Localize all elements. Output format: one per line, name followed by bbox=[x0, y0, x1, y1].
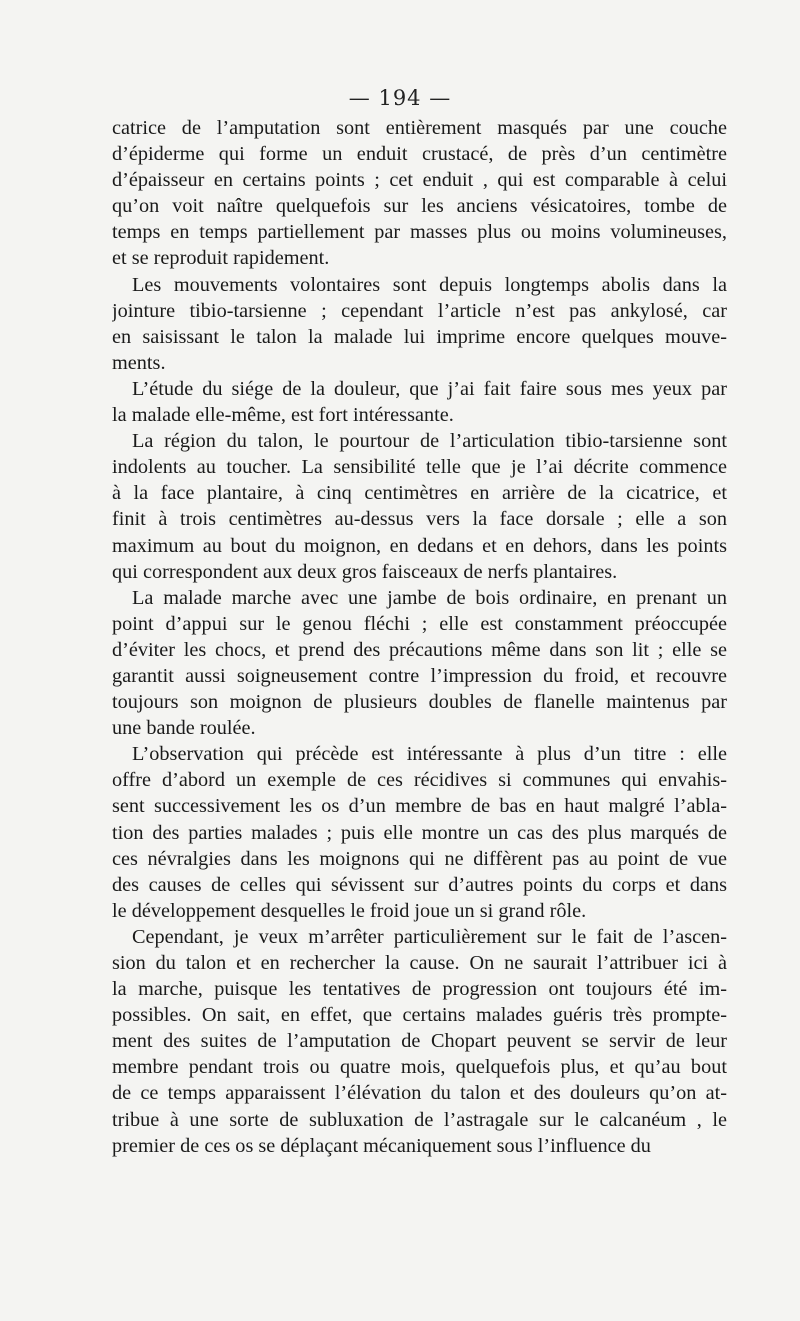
paragraph bbox=[112, 376, 727, 428]
text-line: membre pendant trois ou quatre mois, quelquefois plus, et qu’au bout bbox=[112, 1056, 727, 1079]
text-line: offre d’abord un exemple de ces récidives si communes qui envahis- bbox=[112, 769, 727, 792]
text-line: catrice de l’amputation sont entièrement masqués par une couche bbox=[112, 117, 727, 139]
text-line: jointure tibio-tarsienne ; cependant l’article n’est pas ankylosé, car bbox=[112, 299, 727, 322]
text-line: de ce temps apparaissent l’élévation du talon et des douleurs qu’on at- bbox=[112, 1082, 727, 1105]
text-line: L’observation qui précède est intéressante à plus d’un titre : elle bbox=[132, 743, 727, 766]
text-line: Cependant, je veux m’arrêter particulièrement sur le fait de l’ascen- bbox=[132, 925, 727, 948]
text-line: temps en temps partiellement par masses plus ou moins volumineuses, bbox=[112, 221, 727, 244]
text-line: d’éviter les chocs, et prend des précautions même dans son lit ; elle se bbox=[112, 638, 727, 661]
paragraph bbox=[112, 272, 727, 376]
paragraph bbox=[112, 741, 727, 924]
text-line: ces névralgies dans les moignons qui ne diffèrent pas au point de vue bbox=[112, 847, 727, 870]
paragraph bbox=[112, 585, 727, 742]
paragraph bbox=[112, 924, 727, 1159]
text-line: et se reproduit rapidement. bbox=[112, 247, 330, 270]
text-line: point d’appui sur le genou fléchi ; elle est constamment préoccupée bbox=[112, 612, 727, 635]
text-line: ment des suites de l’amputation de Chopart peuvent se servir de leur bbox=[112, 1030, 727, 1053]
text-line: maximum au bout du moignon, en dedans et en dehors, dans les points bbox=[112, 534, 727, 557]
text-line: d’épaisseur en certains points ; cet enduit , qui est comparable à celui bbox=[112, 169, 727, 192]
text-line: finit à trois centimètres au-dessus vers la face dorsale ; elle a son bbox=[112, 508, 727, 531]
text-line: le développement desquelles le froid joue un si grand rôle. bbox=[112, 899, 587, 922]
text-line: garantit aussi soigneusement contre l’impression du froid, et recouvre bbox=[112, 664, 727, 687]
text-line: premier de ces os se déplaçant mécaniquement sous l’influence du bbox=[112, 1134, 651, 1157]
text-line: sion du talon et en rechercher la cause. On ne saurait l’attribuer ici à bbox=[112, 952, 727, 974]
text-line: ments. bbox=[112, 351, 166, 374]
paragraph bbox=[112, 428, 727, 585]
text-line: en saisissant le talon la malade lui imprime encore quelques mouve- bbox=[112, 325, 727, 348]
text-line: à la face plantaire, à cinq centimètres en arrière de la cicatrice, et bbox=[112, 482, 727, 505]
text-line: sent successivement les os d’un membre de bas en haut malgré l’abla- bbox=[112, 795, 727, 818]
text-line: la marche, puisque les tentatives de progression ont toujours été im- bbox=[112, 978, 727, 1001]
text-line: La malade marche avec une jambe de bois ordinaire, en prenant un bbox=[132, 586, 727, 609]
text-line: qu’on voit naître quelquefois sur les anciens vésicatoires, tombe de bbox=[112, 195, 727, 218]
text-line: Les mouvements volontaires sont depuis longtemps abolis dans la bbox=[132, 273, 727, 296]
text-line: qui correspondent aux deux gros faisceaux de nerfs plantaires. bbox=[112, 560, 618, 583]
text-line: La région du talon, le pourtour de l’articulation tibio-tarsienne sont bbox=[132, 430, 727, 453]
text-line: possibles. On sait, en effet, que certains malades guéris très prompte- bbox=[112, 1004, 727, 1027]
text-line: indolents au toucher. La sensibilité telle que je l’ai décrite commence bbox=[112, 456, 727, 479]
body-text bbox=[112, 115, 727, 1159]
text-line: d’épiderme qui forme un enduit crustacé, de près d’un centimètre bbox=[112, 143, 727, 166]
text-line: toujours son moignon de plusieurs doubles de flanelle maintenus par bbox=[112, 691, 727, 714]
text-line: la malade elle-même, est fort intéressante. bbox=[112, 404, 454, 427]
paragraph bbox=[112, 115, 727, 272]
page-number: — 194 — bbox=[348, 86, 452, 110]
text-line: une bande roulée. bbox=[112, 717, 256, 740]
text-line: tribue à une sorte de subluxation de l’astragale sur le calcanéum , le bbox=[112, 1108, 727, 1131]
text-line: L’étude du siége de la douleur, que j’ai fait faire sous mes yeux par bbox=[132, 377, 727, 400]
text-line: des causes de celles qui sévissent sur d’autres points du corps et dans bbox=[112, 873, 727, 896]
text-line: tion des parties malades ; puis elle montre un cas des plus marqués de bbox=[112, 821, 727, 844]
